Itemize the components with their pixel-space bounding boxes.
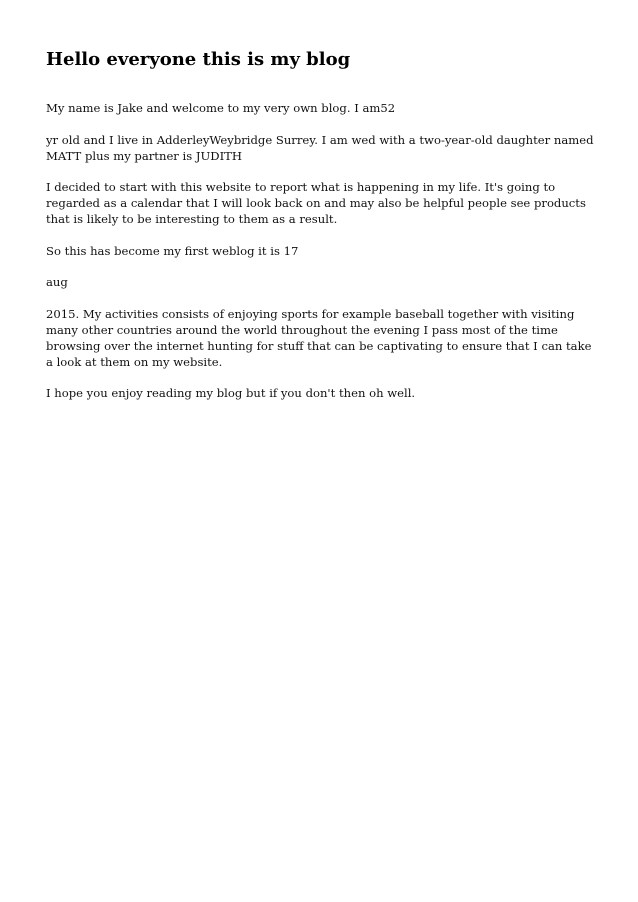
post-paragraph-closing: I hope you enjoy reading my blog but if you don't then oh well.: [46, 386, 416, 400]
blog-post: [46, 48, 598, 417]
post-paragraph-activities: 2015. My activities consists of enjoying sports for example baseball together with visiting many other countries around the world throughout the evening I pass most of the time browsing over the internet hunting for stuff that can be captivating to ensure that I can take a look at them on my website.: [46, 306, 592, 369]
post-paragraph-family: yr old and I live in AdderleyWeybridge Surrey. I am wed with a two-year-old daughter named MATT plus my partner is JUDITH: [46, 132, 594, 163]
post-paragraph-purpose: I decided to start with this website to report what is happening in my life. It's going to regarded as a calendar that I will look back on and may also be helpful people see products that is likely to be interesting to them as a result.: [46, 180, 586, 226]
post-paragraph-first-weblog: So this has become my first weblog it is 17: [46, 243, 299, 258]
post-title: Hello everyone this is my blog: [46, 49, 351, 70]
post-paragraph-intro: My name is Jake and welcome to my very own blog. I am52: [46, 101, 396, 115]
post-paragraph-month: aug: [46, 275, 68, 289]
